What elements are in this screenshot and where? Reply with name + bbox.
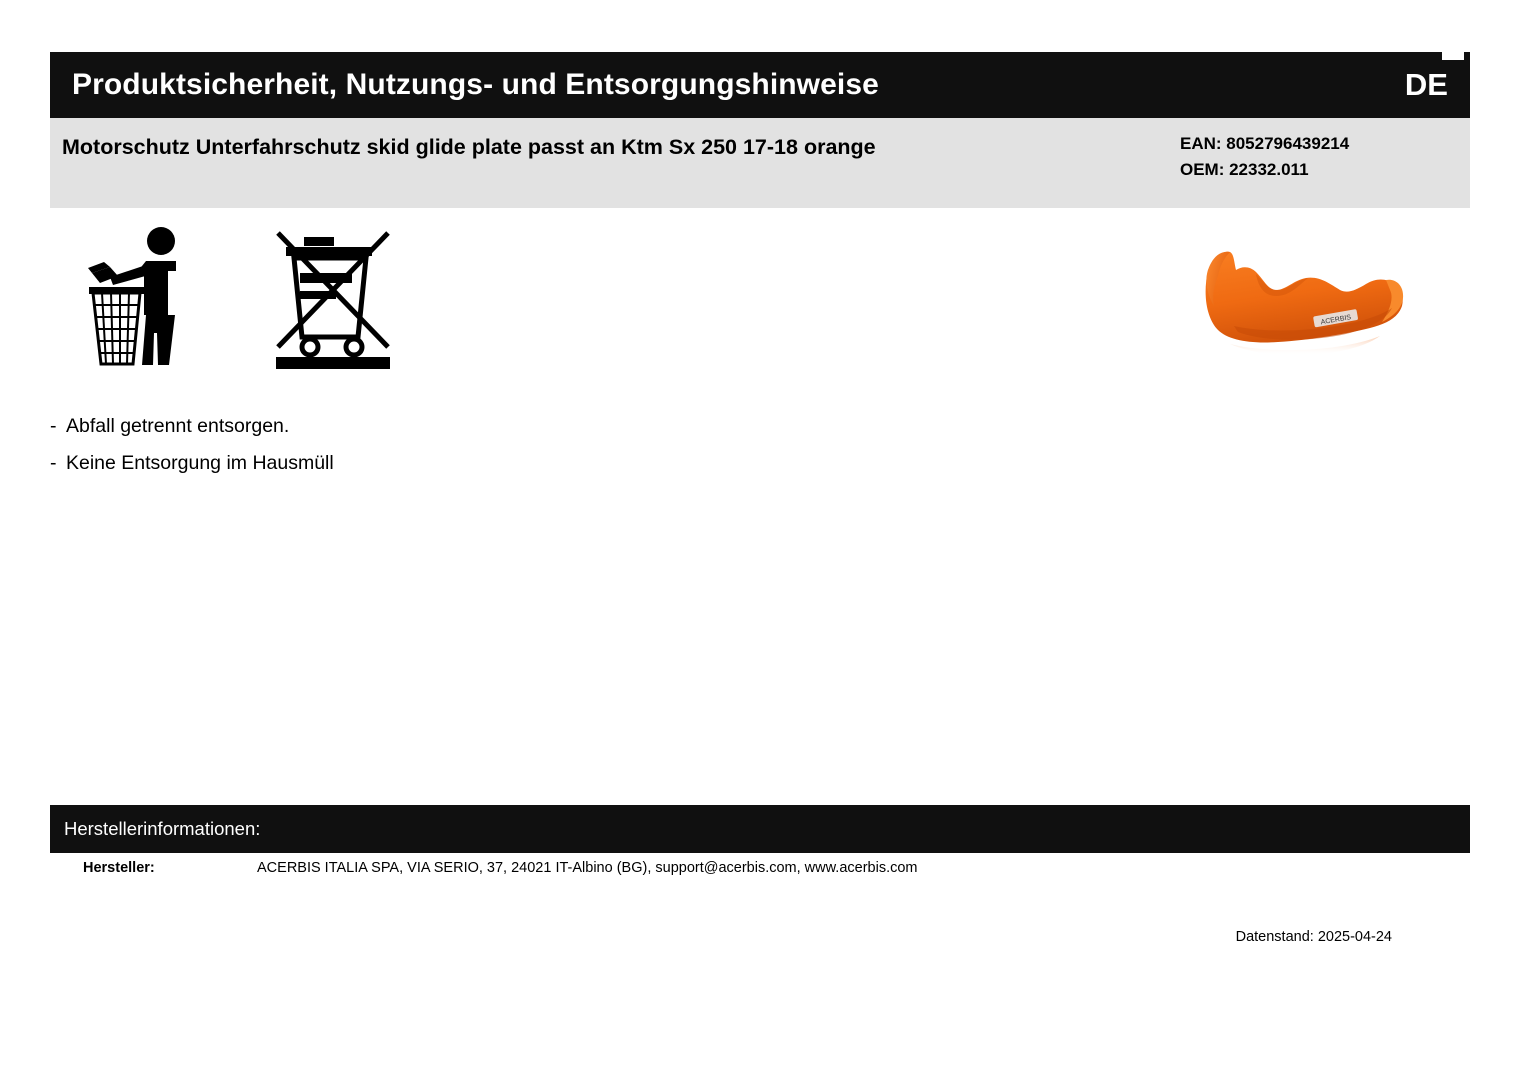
pictogram-area [80,225,480,375]
manufacturer-row [50,860,1470,886]
manufacturer-label: Hersteller: [83,860,155,876]
svg-text:ACERBIS: ACERBIS [1320,314,1352,327]
ean-code: EAN: 8052796439214 [1180,134,1350,153]
manufacturer-section-heading: Herstellerinformationen: [64,818,261,839]
disposal-instructions [50,408,950,482]
manufacturer-section-header [50,805,1470,853]
weee-crossed-out-bin-icon [270,225,400,370]
bullet-dash: - [50,415,57,437]
language-badge: DE [1404,67,1448,102]
product-image [1190,232,1440,392]
list-item [50,408,950,445]
bullet-dash: - [50,452,57,474]
manufacturer-value: ACERBIS ITALIA SPA, VIA SERIO, 37, 24021 IT-Albino (BG), support@acerbis.com, www.acerbis.com [257,860,918,876]
product-name: Motorschutz Unterfahrschutz skid glide plate passt an Ktm Sx 250 17-18 orange [62,135,876,159]
list-item-label: Abfall getrennt entsorgen. [66,415,290,437]
page-title: Produktsicherheit, Nutzungs- und Entsorgungshinweise [72,68,879,101]
product-codes [1180,131,1349,183]
list-item [50,445,950,482]
product-info-bar [50,118,1470,208]
document-header-bar [50,52,1470,118]
language-badge-notch [1442,52,1464,60]
list-item-label: Keine Entsorgung im Hausmüll [66,452,334,474]
separate-waste-disposal-icon [80,225,210,370]
oem-code: OEM: 22332.011 [1180,160,1309,179]
datestamp: Datenstand: 2025-04-24 [1235,929,1392,945]
